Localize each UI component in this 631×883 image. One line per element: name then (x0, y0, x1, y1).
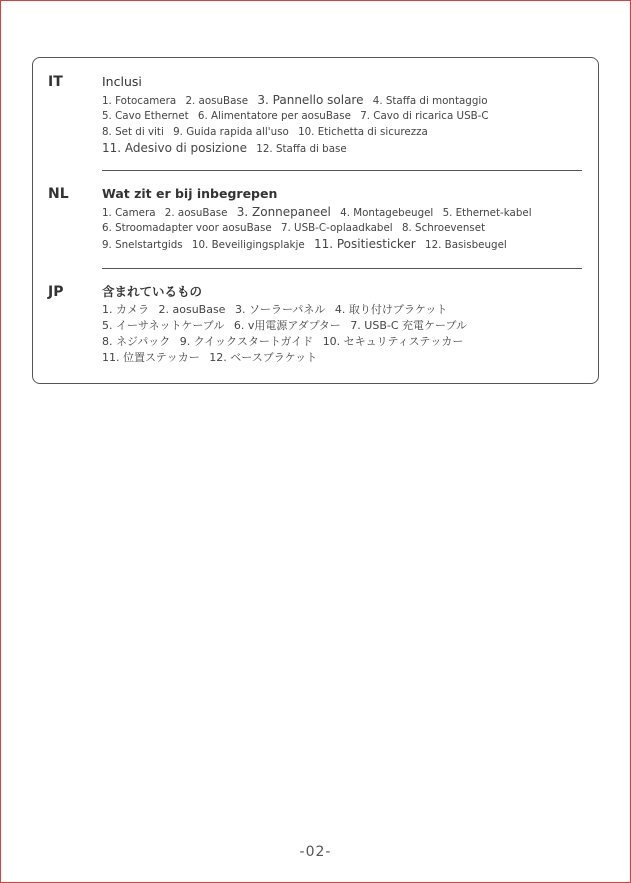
list-item: 2. aosuBase (158, 303, 226, 316)
list-item: 12. Basisbeugel (425, 239, 507, 251)
list-item: 8. Schroevenset (401, 222, 486, 234)
section-title: Wat zit er bij inbegrepen (102, 186, 278, 201)
list-item: 10. Etichetta di sicurezza (298, 126, 428, 138)
section-content (102, 186, 594, 252)
page-number: -02- (299, 844, 332, 860)
list-item: 1. カメラ (102, 303, 149, 316)
list-item: 11. Adesivo di posizione (102, 141, 248, 155)
item-line (102, 92, 594, 108)
list-item: 4. 取り付けブラケット (334, 303, 448, 316)
list-item: 7. USB-C 充電ケーブル (350, 319, 468, 332)
section-content (102, 74, 594, 156)
list-item: 5. イーサネットケーブル (102, 319, 225, 332)
list-item: 11. 位置ステッカー (102, 351, 200, 364)
list-item: 8. Set di viti (102, 126, 164, 138)
language-code: JP (48, 284, 64, 300)
list-item: 12. ベースブラケット (209, 351, 318, 364)
list-item: 1. Camera (102, 207, 156, 219)
item-line (102, 350, 594, 366)
list-item: 7. Cavo di ricarica USB-C (360, 110, 489, 122)
item-line (102, 334, 594, 350)
list-item: 2. aosuBase (185, 95, 249, 107)
item-line (102, 124, 594, 140)
list-item: 5. Cavo Ethernet (102, 110, 189, 122)
list-item: 10. Beveiligingsplakje (191, 239, 305, 251)
list-item: 11. Positiesticker (313, 237, 416, 251)
section-content (102, 284, 594, 366)
list-item: 9. Guida rapida all'uso (173, 126, 289, 138)
list-item: 4. Montagebeugel (340, 207, 434, 219)
section-divider (102, 170, 582, 171)
section-title: Inclusi (102, 74, 142, 89)
item-line (102, 108, 594, 124)
list-item: 5. Ethernet-kabel (442, 207, 532, 219)
item-line (102, 236, 594, 252)
item-line (102, 140, 594, 156)
list-item: 12. Staffa di base (256, 143, 347, 155)
list-item: 9. Snelstartgids (102, 239, 183, 251)
list-item: 2. aosuBase (164, 207, 228, 219)
item-line (102, 204, 594, 220)
list-item: 6. Alimentatore per aosuBase (197, 110, 351, 122)
list-item: 6. Stroomadapter voor aosuBase (102, 222, 272, 234)
item-line (102, 318, 594, 334)
item-line (102, 220, 594, 236)
list-item: 6. v用電源アダプター (233, 319, 341, 332)
list-item: 10. セキュリティステッカー (322, 335, 464, 348)
list-item: 8. ネジパック (102, 335, 171, 348)
list-item: 4. Staffa di montaggio (372, 95, 488, 107)
list-item: 3. Pannello solare (257, 93, 364, 107)
list-item: 7. USB-C-oplaadkabel (280, 222, 393, 234)
list-item: 3. ソーラーパネル (234, 303, 326, 316)
item-line (102, 302, 594, 318)
section-title: 含まれているもの (102, 284, 203, 299)
list-item: 9. クイックスタートガイド (179, 335, 314, 348)
section-divider (102, 268, 582, 269)
language-code: IT (48, 74, 63, 90)
list-item: 3. Zonnepaneel (236, 205, 331, 219)
list-item: 1. Fotocamera (102, 95, 177, 107)
language-code: NL (48, 186, 69, 202)
contents-box (32, 57, 599, 384)
